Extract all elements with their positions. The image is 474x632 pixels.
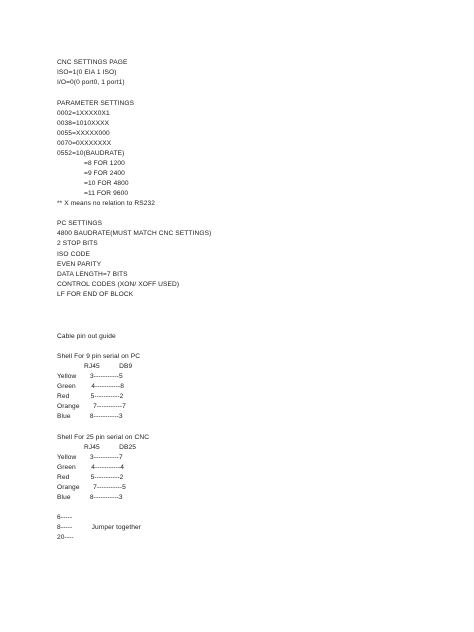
db9-row-red: Red 5-----------2 xyxy=(57,393,124,400)
param-line-0038: 0038=1010XXXX xyxy=(57,120,110,127)
db25-header: RJ45 DB25 xyxy=(84,444,137,451)
pc-stop-bits: 2 STOP BITS xyxy=(57,240,98,247)
baud-option-2400: =9 FOR 2400 xyxy=(84,170,125,177)
shell9-title: Shell For 9 pin serial on PC xyxy=(57,353,141,360)
io-setting: I/O=0(0 port0, 1 port1) xyxy=(57,79,125,86)
db25-row-red: Red 5-----------2 xyxy=(57,474,124,481)
pc-data-length: DATA LENGTH=7 BITS xyxy=(57,271,128,278)
db9-row-orange: Orange 7-----------7 xyxy=(57,403,126,410)
baud-option-9600: =11 FOR 9600 xyxy=(84,190,129,197)
db25-row-orange: Orange 7-----------5 xyxy=(57,484,126,491)
db9-row-yellow: Yellow 3-----------5 xyxy=(57,373,123,380)
baud-option-4800: =10 FOR 4800 xyxy=(84,180,129,187)
pc-parity: EVEN PARITY xyxy=(57,261,102,268)
db9-row-green: Green 4-----------8 xyxy=(57,383,125,390)
param-line-0002: 0002=1XXXX0X1 xyxy=(57,110,110,117)
pc-control-codes: CONTROL CODES (XON/ XOFF USED) xyxy=(57,281,180,288)
cnc-settings-title: CNC SETTINGS PAGE xyxy=(57,59,128,66)
jumper-pin-6: 6----- xyxy=(57,514,73,521)
jumper-pin-20: 20---- xyxy=(57,534,74,541)
db9-row-blue: Blue 8-----------3 xyxy=(57,413,123,420)
db9-header: RJ45 DB9 xyxy=(84,363,133,370)
db25-row-green: Green 4-----------4 xyxy=(57,464,125,471)
pc-baudrate: 4800 BAUDRATE(MUST MATCH CNC SETTINGS) xyxy=(57,230,212,237)
db25-row-blue: Blue 8-----------3 xyxy=(57,494,123,501)
param-line-0055: 0055=XXXXX000 xyxy=(57,130,110,137)
jumper-pin-8: 8----- Jumper together xyxy=(57,524,142,531)
shell25-title: Shell For 25 pin serial on CNC xyxy=(57,434,150,441)
iso-setting: ISO=1(0 EIA 1 ISO) xyxy=(57,69,117,76)
x-note: ** X means no relation to RS232 xyxy=(57,200,156,207)
db25-row-yellow: Yellow 3-----------7 xyxy=(57,454,123,461)
cable-guide-title: Cable pin out guide xyxy=(57,333,116,340)
baud-option-1200: =8 FOR 1200 xyxy=(84,160,125,167)
pc-iso-code: ISO CODE xyxy=(57,251,91,258)
pc-lf: LF FOR END OF BLOCK xyxy=(57,291,134,298)
pc-settings-title: PC SETTINGS xyxy=(57,220,103,227)
parameter-settings-title: PARAMETER SETTINGS xyxy=(57,100,135,107)
param-line-0552: 0552=10(BAUDRATE) xyxy=(57,150,125,157)
param-line-0070: 0070=0XXXXXXX xyxy=(57,140,112,147)
